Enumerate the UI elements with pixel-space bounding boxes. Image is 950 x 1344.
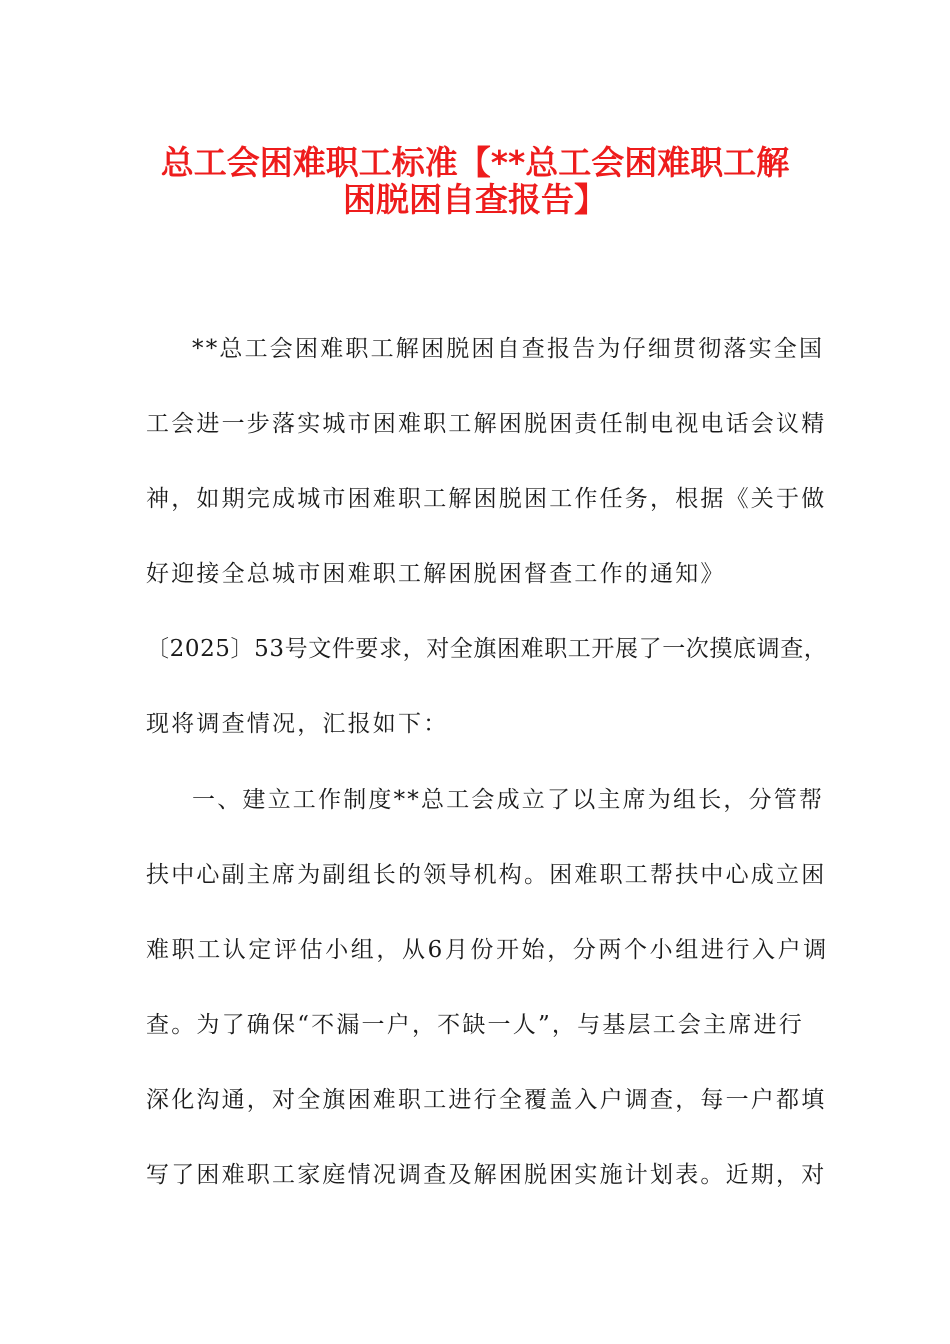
- body-line-5: 〔2025〕53号文件要求，对全旗困难职工开展了一次摸底调查，: [146, 636, 828, 662]
- document-title-line-1: 总工会困难职工标准【**总工会困难职工解: [160, 143, 790, 182]
- body-line-11: 深化沟通，对全旗困难职工进行全覆盖入户调查，每一户都填: [146, 1087, 827, 1113]
- body-line-3: 神，如期完成城市困难职工解困脱困工作任务，根据《关于做: [146, 486, 827, 512]
- document-title-line-2: 困脱困自查报告】: [343, 180, 607, 219]
- body-line-7: 一、建立工作制度**总工会成立了以主席为组长，分管帮: [192, 787, 825, 813]
- body-line-4: 好迎接全总城市困难职工解困脱困督查工作的通知》: [146, 561, 726, 587]
- body-line-2: 工会进一步落实城市困难职工解困脱困责任制电视电话会议精: [146, 411, 827, 437]
- body-line-12: 写了困难职工家庭情况调查及解困脱困实施计划表。近期，对: [146, 1162, 827, 1188]
- body-line-8: 扶中心副主席为副组长的领导机构。困难职工帮扶中心成立困: [146, 862, 827, 888]
- body-line-6: 现将调查情况，汇报如下：: [146, 711, 449, 737]
- body-line-1: **总工会困难职工解困脱困自查报告为仔细贯彻落实全国: [192, 336, 825, 362]
- body-line-10: 查。为了确保“不漏一户，不缺一人”，与基层工会主席进行: [146, 1012, 804, 1038]
- body-line-9: 难职工认定评估小组，从6月份开始，分两个小组进行入户调: [146, 937, 829, 963]
